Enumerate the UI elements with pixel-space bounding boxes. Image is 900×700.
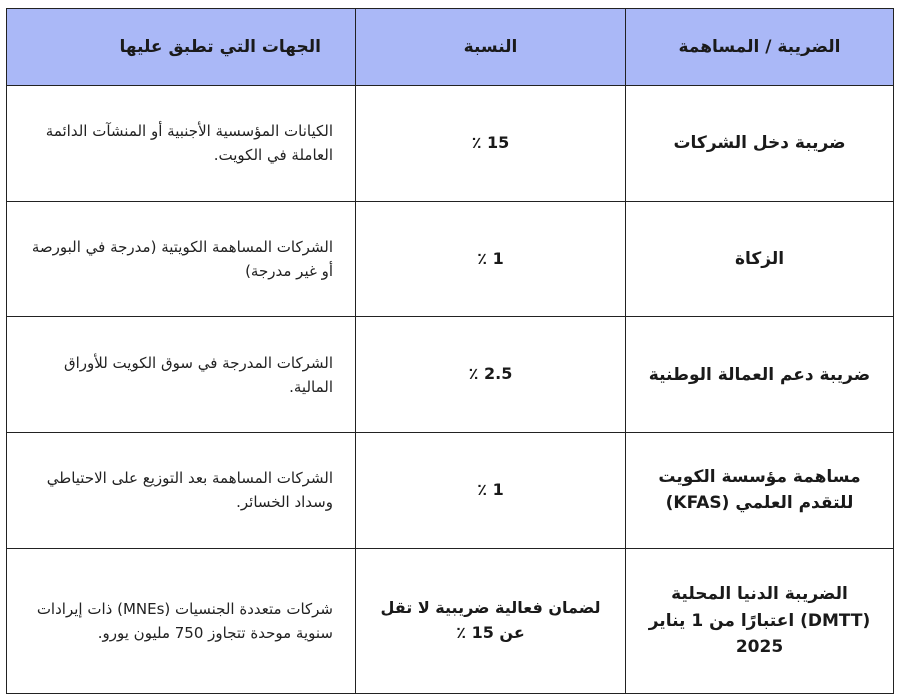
tax-rate: 2.5 ٪ xyxy=(356,317,626,433)
tax-rate: 1 ٪ xyxy=(356,433,626,549)
header-row xyxy=(7,9,894,86)
tax-table xyxy=(6,8,894,694)
tax-applies: شركات متعددة الجنسيات (MNEs) ذات إيرادات سنوية موحدة تتجاوز 750 مليون يورو. xyxy=(7,548,356,693)
table-row xyxy=(7,548,894,693)
tax-applies: الشركات المساهمة الكويتية (مدرجة في البورصة أو غير مدرجة) xyxy=(7,201,356,317)
tax-name: ضريبة دعم العمالة الوطنية xyxy=(626,317,894,433)
table-row xyxy=(7,433,894,549)
tax-rate: 15 ٪ xyxy=(356,86,626,202)
tax-name: الزكاة xyxy=(626,201,894,317)
table-row xyxy=(7,317,894,433)
tax-applies: الشركات المساهمة بعد التوزيع على الاحتياطي وسداد الخسائر. xyxy=(7,433,356,549)
header-rate: النسبة xyxy=(356,9,626,86)
header-tax: الضريبة / المساهمة xyxy=(626,9,894,86)
tax-name: الضريبة الدنيا المحلية (DMTT) اعتبارًا من 1 يناير 2025 xyxy=(626,548,894,693)
header-applies: الجهات التي تطبق عليها xyxy=(7,9,356,86)
tax-applies: الكيانات المؤسسية الأجنبية أو المنشآت الدائمة العاملة في الكويت. xyxy=(7,86,356,202)
tax-rate: لضمان فعالية ضريبية لا تقل عن 15 ٪ xyxy=(356,548,626,693)
tax-applies: الشركات المدرجة في سوق الكويت للأوراق المالية. xyxy=(7,317,356,433)
tax-name: ضريبة دخل الشركات xyxy=(626,86,894,202)
table-row xyxy=(7,86,894,202)
tax-name: مساهمة مؤسسة الكويت للتقدم العلمي (KFAS) xyxy=(626,433,894,549)
tax-rate: 1 ٪ xyxy=(356,201,626,317)
table-row xyxy=(7,201,894,317)
